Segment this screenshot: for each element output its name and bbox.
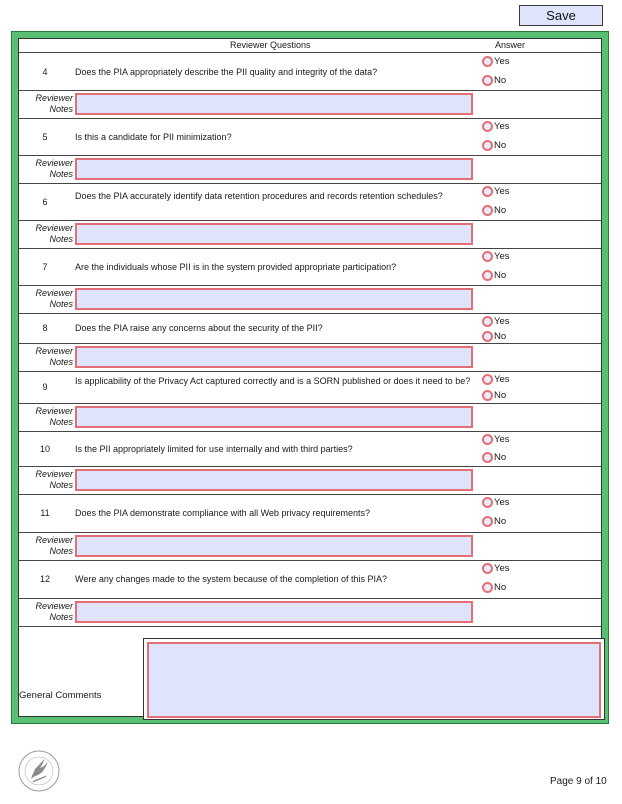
reviewer-notes-label-line2: Notes <box>49 612 73 622</box>
header-answer: Answer <box>495 40 526 50</box>
radio-yes-option[interactable] <box>482 374 510 385</box>
reviewer-notes-label <box>19 601 73 623</box>
question-row-7 <box>19 249 601 286</box>
radio-no-button[interactable] <box>482 582 493 593</box>
reviewer-notes-label-line1: Reviewer <box>35 93 73 103</box>
page-number: Page 9 of 10 <box>550 776 607 787</box>
question-text: Were any changes made to the system because of the completion of this PIA? <box>75 574 388 584</box>
question-number: 9 <box>42 382 48 392</box>
reviewer-notes-input[interactable] <box>75 223 473 245</box>
reviewer-notes-label-line1: Reviewer <box>35 406 73 416</box>
question-text: Does the PIA raise any concerns about the security of the PII? <box>75 323 323 333</box>
reviewer-notes-label-line1: Reviewer <box>35 158 73 168</box>
radio-yes-button[interactable] <box>482 251 493 262</box>
radio-yes-button[interactable] <box>482 497 493 508</box>
radio-yes-option[interactable] <box>482 434 510 445</box>
radio-no-label: No <box>494 452 507 463</box>
reviewer-notes-label <box>19 158 73 180</box>
radio-no-button[interactable] <box>482 270 493 281</box>
question-number: 10 <box>39 444 50 454</box>
radio-no-label: No <box>494 205 507 216</box>
question-number: 7 <box>42 262 48 272</box>
reviewer-notes-input[interactable] <box>75 346 473 368</box>
radio-yes-option[interactable] <box>482 186 510 197</box>
review-table <box>18 38 602 717</box>
general-comments-label: General Comments <box>19 689 102 701</box>
radio-no-option[interactable] <box>482 582 506 593</box>
radio-yes-button[interactable] <box>482 434 493 445</box>
reviewer-notes-label <box>19 406 73 428</box>
save-button[interactable]: Save <box>519 5 603 26</box>
question-row-9 <box>19 372 601 404</box>
radio-no-option[interactable] <box>482 331 506 342</box>
reviewer-notes-label-line1: Reviewer <box>35 601 73 611</box>
question-text: Are the individuals whose PII is in the system provided appropriate participation? <box>75 262 397 272</box>
question-row-8 <box>19 314 601 344</box>
question-text: Does the PIA appropriately describe the PII quality and integrity of the data? <box>75 67 378 77</box>
radio-yes-button[interactable] <box>482 186 493 197</box>
question-number: 11 <box>40 508 50 518</box>
reviewer-notes-label-line1: Reviewer <box>35 346 73 356</box>
question-number: 5 <box>42 132 48 142</box>
table-header <box>19 39 601 53</box>
radio-yes-option[interactable] <box>482 316 510 327</box>
radio-yes-option[interactable] <box>482 497 510 508</box>
radio-yes-label: Yes <box>494 563 510 574</box>
reviewer-notes-label-line2: Notes <box>49 480 73 490</box>
reviewer-notes-label-line2: Notes <box>49 357 73 367</box>
radio-no-option[interactable] <box>482 205 506 216</box>
question-number: 12 <box>39 574 50 584</box>
question-row-6 <box>19 184 601 221</box>
radio-no-label: No <box>494 75 507 86</box>
question-row-5 <box>19 119 601 156</box>
reviewer-notes-input[interactable] <box>75 601 473 623</box>
notes-row-6 <box>19 221 601 249</box>
reviewer-notes-label-line2: Notes <box>49 104 73 114</box>
reviewer-notes-input[interactable] <box>75 288 473 310</box>
radio-no-label: No <box>494 270 507 281</box>
radio-yes-label: Yes <box>494 251 510 262</box>
question-text: Does the PIA accurately identify data retention procedures and records retention schedules? <box>75 191 443 201</box>
question-text: Is this a candidate for PII minimization? <box>75 132 232 142</box>
radio-yes-button[interactable] <box>482 374 493 385</box>
radio-no-button[interactable] <box>482 516 493 527</box>
radio-no-option[interactable] <box>482 140 506 151</box>
form-frame <box>11 31 609 724</box>
reviewer-notes-label <box>19 469 73 491</box>
radio-yes-label: Yes <box>494 316 510 327</box>
reviewer-notes-label <box>19 535 73 557</box>
radio-yes-option[interactable] <box>482 121 510 132</box>
radio-yes-label: Yes <box>494 121 510 132</box>
radio-no-option[interactable] <box>482 390 506 401</box>
radio-no-button[interactable] <box>482 331 493 342</box>
header-reviewer-questions: Reviewer Questions <box>230 40 311 50</box>
radio-yes-option[interactable] <box>482 563 510 574</box>
general-comments-cell <box>143 638 605 720</box>
notes-row-7 <box>19 286 601 314</box>
reviewer-notes-label-line2: Notes <box>49 417 73 427</box>
radio-no-button[interactable] <box>482 390 493 401</box>
reviewer-notes-label-line1: Reviewer <box>35 469 73 479</box>
question-row-4 <box>19 54 601 91</box>
notes-row-8 <box>19 344 601 372</box>
hhs-seal-logo <box>17 749 61 793</box>
question-row-11 <box>19 495 601 533</box>
radio-yes-button[interactable] <box>482 316 493 327</box>
notes-row-11 <box>19 533 601 561</box>
reviewer-notes-label-line2: Notes <box>49 169 73 179</box>
radio-no-option[interactable] <box>482 270 506 281</box>
question-number: 4 <box>42 67 48 77</box>
radio-yes-button[interactable] <box>482 563 493 574</box>
reviewer-notes-label <box>19 288 73 310</box>
question-text: Is the PII appropriately limited for use internally and with third parties? <box>75 444 353 454</box>
reviewer-notes-label-line1: Reviewer <box>35 223 73 233</box>
question-text: Is applicability of the Privacy Act captured correctly and is a SORN published or does it need to be? <box>75 376 471 386</box>
reviewer-notes-label <box>19 93 73 115</box>
reviewer-notes-input[interactable] <box>75 535 473 557</box>
radio-no-button[interactable] <box>482 205 493 216</box>
radio-no-option[interactable] <box>482 75 506 86</box>
notes-row-4 <box>19 91 601 119</box>
question-text: Does the PIA demonstrate compliance with all Web privacy requirements? <box>75 508 370 518</box>
radio-no-label: No <box>494 516 507 527</box>
radio-no-option[interactable] <box>482 452 506 463</box>
radio-yes-label: Yes <box>494 434 510 445</box>
radio-yes-button[interactable] <box>482 56 493 67</box>
question-row-10 <box>19 432 601 467</box>
reviewer-notes-label <box>19 346 73 368</box>
question-number: 6 <box>42 197 48 207</box>
reviewer-notes-label-line2: Notes <box>49 299 73 309</box>
question-row-12 <box>19 561 601 599</box>
radio-no-button[interactable] <box>482 452 493 463</box>
radio-no-button[interactable] <box>482 140 493 151</box>
reviewer-notes-input[interactable] <box>75 93 473 115</box>
reviewer-notes-label-line1: Reviewer <box>35 288 73 298</box>
radio-yes-label: Yes <box>494 186 510 197</box>
radio-yes-label: Yes <box>494 56 510 67</box>
radio-yes-button[interactable] <box>482 121 493 132</box>
reviewer-notes-input[interactable] <box>75 469 473 491</box>
reviewer-notes-label-line2: Notes <box>49 234 73 244</box>
radio-no-option[interactable] <box>482 516 506 527</box>
radio-no-label: No <box>494 331 507 342</box>
reviewer-notes-input[interactable] <box>75 158 473 180</box>
radio-no-button[interactable] <box>482 75 493 86</box>
notes-row-12 <box>19 599 601 627</box>
radio-no-label: No <box>494 582 507 593</box>
radio-yes-label: Yes <box>494 374 510 385</box>
notes-row-9 <box>19 404 601 432</box>
reviewer-notes-input[interactable] <box>75 406 473 428</box>
question-number: 8 <box>42 323 48 333</box>
notes-row-10 <box>19 467 601 495</box>
general-comments-input[interactable] <box>147 642 601 718</box>
notes-row-5 <box>19 156 601 184</box>
radio-no-label: No <box>494 390 507 401</box>
radio-no-label: No <box>494 140 507 151</box>
radio-yes-label: Yes <box>494 497 510 508</box>
reviewer-notes-label-line1: Reviewer <box>35 535 73 545</box>
radio-yes-option[interactable] <box>482 251 510 262</box>
reviewer-notes-label <box>19 223 73 245</box>
reviewer-notes-label-line2: Notes <box>49 546 73 556</box>
radio-yes-option[interactable] <box>482 56 510 67</box>
